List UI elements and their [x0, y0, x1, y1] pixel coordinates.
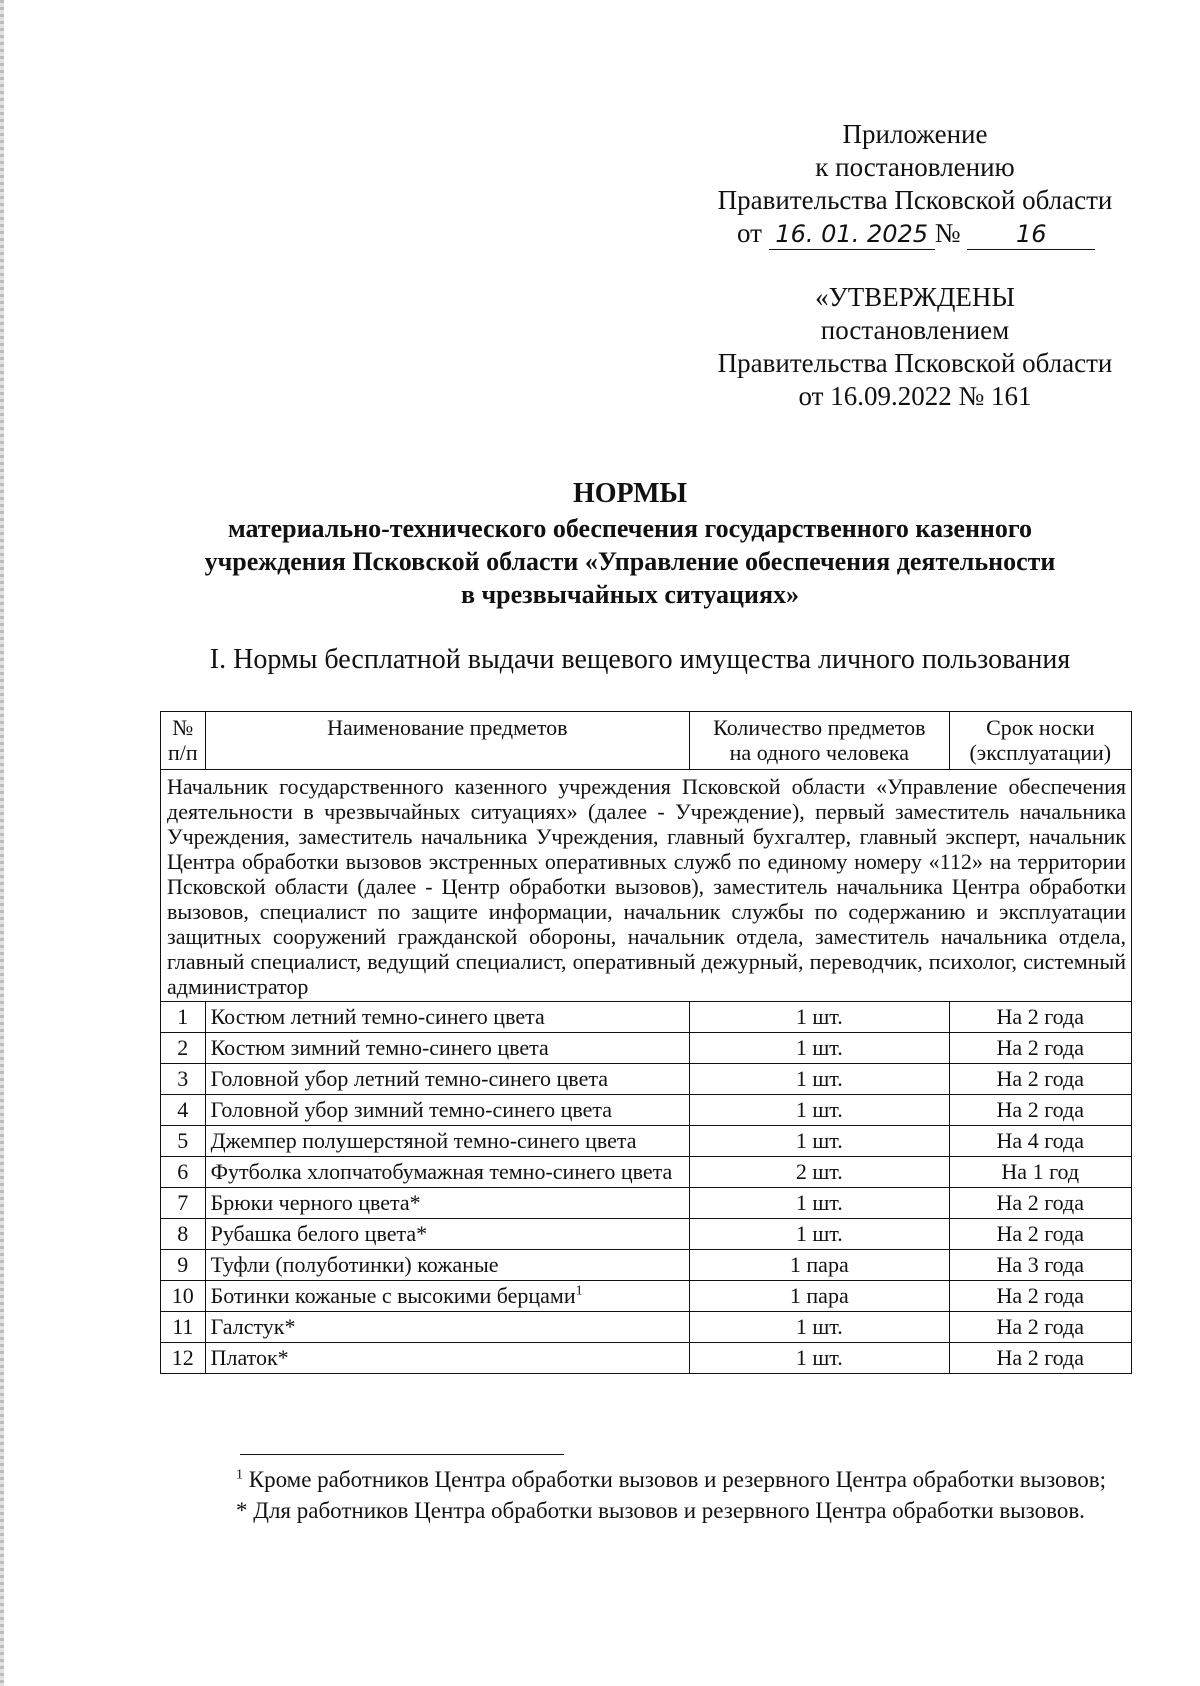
row-name-text: Головной убор летний темно-синего цвета	[210, 1066, 608, 1091]
header-term	[949, 712, 1131, 770]
table-header-row	[161, 712, 1132, 770]
title-subtitle-line2: учреждения Псковской области «Управление обеспечения деятельности	[204, 547, 1056, 576]
row-term	[949, 1250, 1131, 1281]
row-name-text: Футболка хлопчатобумажная темно-синего цвета	[210, 1159, 673, 1184]
footnote-2: * Для работников Центра обработки вызовов и резервного Центра обработки вызовов.	[236, 1498, 1085, 1523]
header-num	[161, 712, 206, 770]
row-num	[161, 1343, 206, 1374]
row-num	[161, 1126, 206, 1157]
row-num-text: 1	[177, 1004, 189, 1029]
row-num-text: 10	[171, 1283, 194, 1308]
row-name-text: Костюм летний темно-синего цвета	[210, 1004, 545, 1029]
row-term	[949, 1002, 1131, 1033]
row-qty-text: 1 пара	[789, 1283, 849, 1308]
row-name-text: Брюки черного цвета*	[210, 1190, 421, 1215]
appendix-line1: Приложение	[842, 119, 988, 149]
row-name-text: Платок*	[210, 1345, 289, 1370]
row-num-text: 7	[177, 1190, 189, 1215]
row-num	[161, 1281, 206, 1312]
row-qty	[690, 1281, 949, 1312]
row-term-text: На 2 года	[996, 1190, 1084, 1215]
row-term	[949, 1095, 1131, 1126]
row-name	[205, 1219, 689, 1250]
row-num-text: 5	[177, 1128, 189, 1153]
row-name	[205, 1281, 689, 1312]
row-num	[161, 1095, 206, 1126]
row-num-text: 3	[177, 1066, 189, 1091]
handwritten-date: 16. 01. 2025	[769, 219, 935, 250]
group-description: Начальник государственного казенного учреждения Псковской области «Управление обеспечения деятельности в чрезвычайных ситуациях» (далее - Учреждение), первый заместитель начальника Учреждения, заместитель начальника Учреждения, главный бухгалтер, главный эксперт, начальник Центра обработки вызовов экстренных оперативных служб по единому номеру «112» на территории Псковской области (далее - Центр обработки вызовов), заместитель начальника Центра обработки вызовов, специалист по защите информации, начальник службы по содержанию и эксплуатации защитных сооружений гражданской обороны, начальник отдела, заместитель начальника отдела, главный специалист, ведущий специалист, оперативный дежурный, переводчик, психолог, системный администратор	[161, 770, 1132, 1002]
table-row	[161, 1064, 1132, 1095]
row-name-text: Рубашка белого цвета*	[210, 1221, 428, 1246]
scan-edge	[0, 0, 4, 1686]
row-qty-text: 1 шт.	[795, 1004, 843, 1029]
row-num	[161, 1002, 206, 1033]
table-row	[161, 1250, 1132, 1281]
row-qty-text: 2 шт.	[795, 1159, 843, 1184]
row-name-text: Ботинки кожаные с высокими берцами	[210, 1283, 576, 1308]
appendix-line3: Правительства Псковской области	[717, 185, 1113, 215]
row-qty	[690, 1095, 949, 1126]
row-num	[161, 1033, 206, 1064]
title-subtitle-line1: материально-технического обеспечения государственного казенного	[227, 514, 1033, 543]
row-name	[205, 1343, 689, 1374]
table-row	[161, 1188, 1132, 1219]
row-num-text: 11	[172, 1314, 194, 1339]
section-title: I. Нормы бесплатной выдачи вещевого имущества личного пользования	[209, 644, 1071, 675]
table-row	[161, 1126, 1132, 1157]
table-row	[161, 1343, 1132, 1374]
row-term-text: На 2 года	[996, 1221, 1084, 1246]
row-qty-text: 1 шт.	[795, 1097, 843, 1122]
row-num	[161, 1064, 206, 1095]
table-row	[161, 1157, 1132, 1188]
number-sign: №	[934, 218, 961, 248]
row-qty	[690, 1219, 949, 1250]
row-num	[161, 1250, 206, 1281]
document-title	[150, 477, 1110, 611]
row-term-text: На 2 года	[996, 1004, 1084, 1029]
row-num	[161, 1219, 206, 1250]
footnotes	[168, 1466, 1126, 1528]
row-name-text: Туфли (полуботинки) кожаные	[210, 1252, 499, 1277]
row-term-text: На 2 года	[996, 1097, 1084, 1122]
norms-table	[160, 711, 1132, 1374]
row-qty	[690, 1064, 949, 1095]
row-name-text: Джемпер полушерстяной темно-синего цвета	[210, 1128, 637, 1153]
row-qty-text: 1 шт.	[795, 1128, 843, 1153]
header-qty-line2: на одного человека	[729, 740, 909, 765]
row-term	[949, 1126, 1131, 1157]
header-qty	[690, 712, 949, 770]
row-num	[161, 1157, 206, 1188]
footnote-1-mark: 1	[236, 1467, 243, 1483]
row-name	[205, 1095, 689, 1126]
footnote-ref: 1	[575, 1283, 583, 1299]
approved-line1: «УТВЕРЖДЕНЫ	[815, 282, 1015, 312]
header-qty-line1: Количество предметов	[713, 715, 926, 740]
row-term	[949, 1219, 1131, 1250]
row-num-text: 12	[171, 1345, 194, 1370]
row-name-text: Костюм зимний темно-синего цвета	[210, 1035, 549, 1060]
header-num-line1: №	[172, 715, 194, 740]
row-term	[949, 1033, 1131, 1064]
row-qty-text: 1 шт.	[795, 1345, 843, 1370]
approved-line3: Правительства Псковской области	[717, 348, 1113, 378]
header-term-line2: (эксплуатации)	[969, 740, 1112, 765]
row-name	[205, 1064, 689, 1095]
header-name: Наименование предметов	[205, 712, 689, 770]
row-num	[161, 1188, 206, 1219]
header-num-line2: п/п	[167, 740, 198, 765]
row-name-text: Головной убор зимний темно-синего цвета	[210, 1097, 613, 1122]
row-num-text: 4	[177, 1097, 189, 1122]
handwritten-number: 16	[967, 219, 1095, 250]
row-qty	[690, 1188, 949, 1219]
row-qty-text: 1 шт.	[795, 1190, 843, 1215]
row-term	[949, 1064, 1131, 1095]
row-num-text: 6	[177, 1159, 189, 1184]
row-term	[949, 1312, 1131, 1343]
table-row	[161, 1002, 1132, 1033]
row-name	[205, 1002, 689, 1033]
row-name	[205, 1157, 689, 1188]
row-name	[205, 1126, 689, 1157]
row-term	[949, 1281, 1131, 1312]
row-qty-text: 1 шт.	[795, 1314, 843, 1339]
row-qty	[690, 1033, 949, 1064]
row-num-text: 2	[177, 1035, 189, 1060]
row-name	[205, 1033, 689, 1064]
footnote-separator	[240, 1454, 564, 1455]
footnote-1-text: Кроме работников Центра обработки вызовов и резервного Центра обработки вызовов;	[243, 1467, 1106, 1492]
row-name	[205, 1312, 689, 1343]
title-subtitle-line3: в чрезвычайных ситуациях»	[460, 580, 800, 609]
appendix-block	[700, 118, 1130, 250]
row-term-text: На 3 года	[996, 1252, 1084, 1277]
row-qty	[690, 1002, 949, 1033]
appendix-line2: к постановлению	[815, 152, 1015, 182]
approved-block	[700, 281, 1130, 413]
appendix-date-line	[700, 217, 1130, 250]
table-row	[161, 1312, 1132, 1343]
header-term-line1: Срок носки	[986, 715, 1095, 740]
row-num-text: 9	[177, 1252, 189, 1277]
row-name	[205, 1250, 689, 1281]
approved-line2: постановлением	[820, 315, 1010, 345]
title-heading: НОРМЫ	[572, 478, 688, 509]
row-term-text: На 2 года	[996, 1283, 1084, 1308]
row-qty-text: 1 шт.	[795, 1221, 843, 1246]
table-row	[161, 1095, 1132, 1126]
row-qty	[690, 1126, 949, 1157]
row-term-text: На 2 года	[996, 1314, 1084, 1339]
row-term-text: На 2 года	[996, 1035, 1084, 1060]
row-qty-text: 1 шт.	[795, 1035, 843, 1060]
row-name	[205, 1188, 689, 1219]
row-qty	[690, 1343, 949, 1374]
row-qty-text: 1 пара	[789, 1252, 849, 1277]
row-num	[161, 1312, 206, 1343]
footnote-1	[168, 1466, 1126, 1494]
table-row	[161, 1219, 1132, 1250]
row-qty	[690, 1157, 949, 1188]
table-row	[161, 1281, 1132, 1312]
group-row	[161, 770, 1132, 1002]
row-term-text: На 2 года	[996, 1066, 1084, 1091]
row-term-text: На 2 года	[996, 1345, 1084, 1370]
approved-line4: от 16.09.2022 № 161	[798, 381, 1032, 411]
row-qty-text: 1 шт.	[795, 1066, 843, 1091]
date-prefix: от	[737, 218, 762, 248]
row-term-text: На 1 год	[1001, 1159, 1080, 1184]
row-term	[949, 1188, 1131, 1219]
row-qty	[690, 1312, 949, 1343]
row-qty	[690, 1250, 949, 1281]
row-term	[949, 1157, 1131, 1188]
row-name-text: Галстук*	[210, 1314, 296, 1339]
row-num-text: 8	[177, 1221, 189, 1246]
row-term-text: На 4 года	[996, 1128, 1084, 1153]
table-row	[161, 1033, 1132, 1064]
row-term	[949, 1343, 1131, 1374]
